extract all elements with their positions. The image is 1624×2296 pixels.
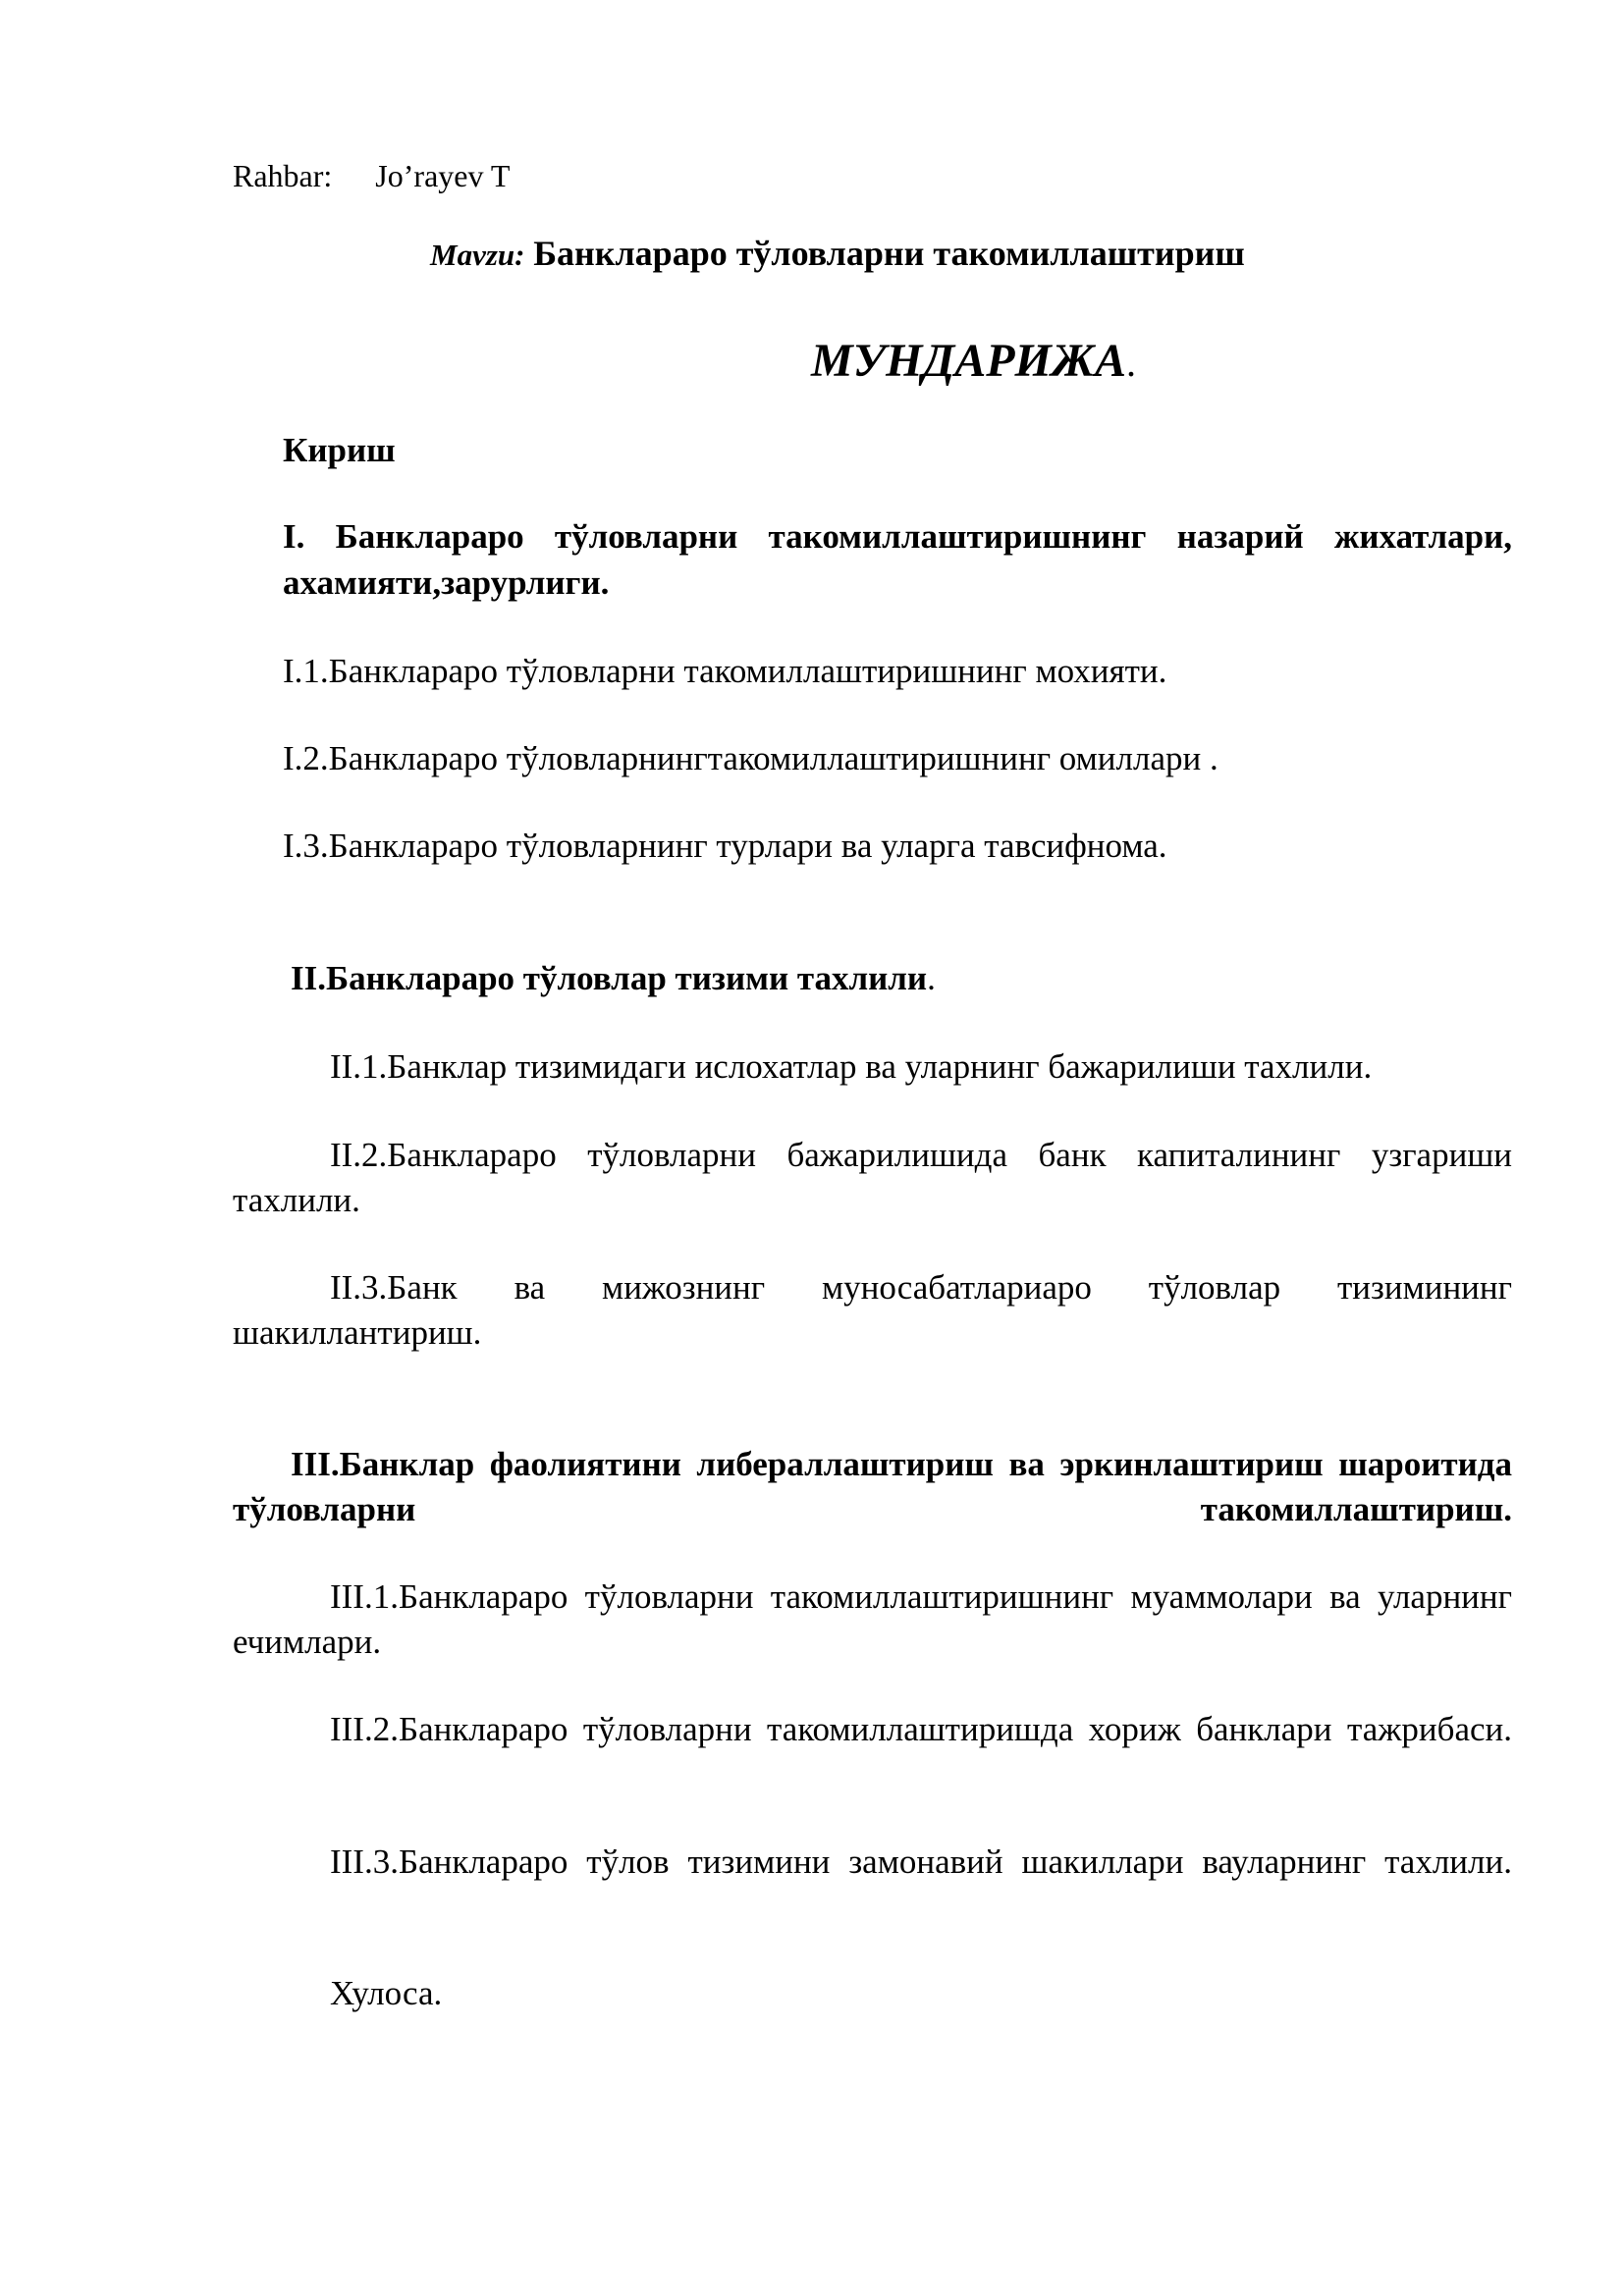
section-3-heading-text: III.Банклар фаолиятини либераллаштириш ва эркинлаштириш шароитида тўловларни такомиллаштириш. <box>233 1445 1512 1528</box>
section-1-item-3: I.3.Банклараро тўловларнинг турлари ва уларга тавсифнома. <box>283 827 1167 865</box>
section-3-heading <box>233 1442 1512 1532</box>
section-3-item-1 <box>233 1575 1512 1665</box>
supervisor-name: Jo’rayev T <box>375 158 511 193</box>
section-3-item-3-text: III.3.Банклараро тўлов тизимини замонавий шакиллари вауларнинг тахлили. <box>330 1842 1512 1881</box>
toc-title <box>811 334 1136 391</box>
section-2-item-3-text: II.3.Банк ва мижознинг муносабатлариаро тўловлар тизимининг шакиллантириш. <box>233 1268 1512 1352</box>
topic-line <box>430 232 1245 277</box>
section-2-item-3 <box>233 1265 1512 1356</box>
topic-text: Банклараро тўловларни такомиллаштириш <box>533 234 1245 273</box>
toc-conclusion: Хулоса. <box>330 1974 443 2012</box>
section-2-heading-dot: . <box>927 959 936 997</box>
section-2-item-2-text: II.2.Банклараро тўловларни бажарилишида банк капиталининг узгариши тахлили. <box>233 1136 1512 1219</box>
toc-title-dot: . <box>1125 341 1136 385</box>
toc-intro: Кириш <box>283 431 396 469</box>
supervisor-line <box>233 154 510 197</box>
section-3-item-2 <box>233 1707 1512 1752</box>
section-2-item-2 <box>233 1133 1512 1223</box>
section-2-item-1: II.1.Банклар тизимидаги ислохатлар ва уларнинг бажарилиши тахлили. <box>330 1047 1373 1086</box>
section-3-item-2-text: III.2.Банклараро тўловларни такомиллаштиришда хориж банклари тажрибаси. <box>330 1710 1512 1748</box>
toc-title-text: МУНДАРИЖА <box>811 335 1126 387</box>
section-1-item-2: I.2.Банклараро тўловларнингтакомиллаштиришнинг омиллари . <box>283 739 1218 777</box>
section-1-item-1: I.1.Банклараро тўловларни такомиллаштиришнинг мохияти. <box>283 652 1167 690</box>
section-2-heading: II.Банклараро тўловлар тизими тахлили <box>291 959 928 997</box>
supervisor-label: Rahbar: <box>233 158 333 193</box>
topic-label: Mavzu: <box>430 238 525 272</box>
section-2-heading-line <box>291 957 936 1000</box>
section-3-item-3 <box>233 1840 1512 1885</box>
section-1-heading: I. Банклараро тўловларни такомиллаштиришнинг назарий жихатлари, ахамияти,зарурлиги. <box>283 517 1512 602</box>
section-3-item-1-text: III.1.Банклараро тўловларни такомиллаштиришнинг муаммолари ва уларнинг ечимлари. <box>233 1577 1512 1661</box>
